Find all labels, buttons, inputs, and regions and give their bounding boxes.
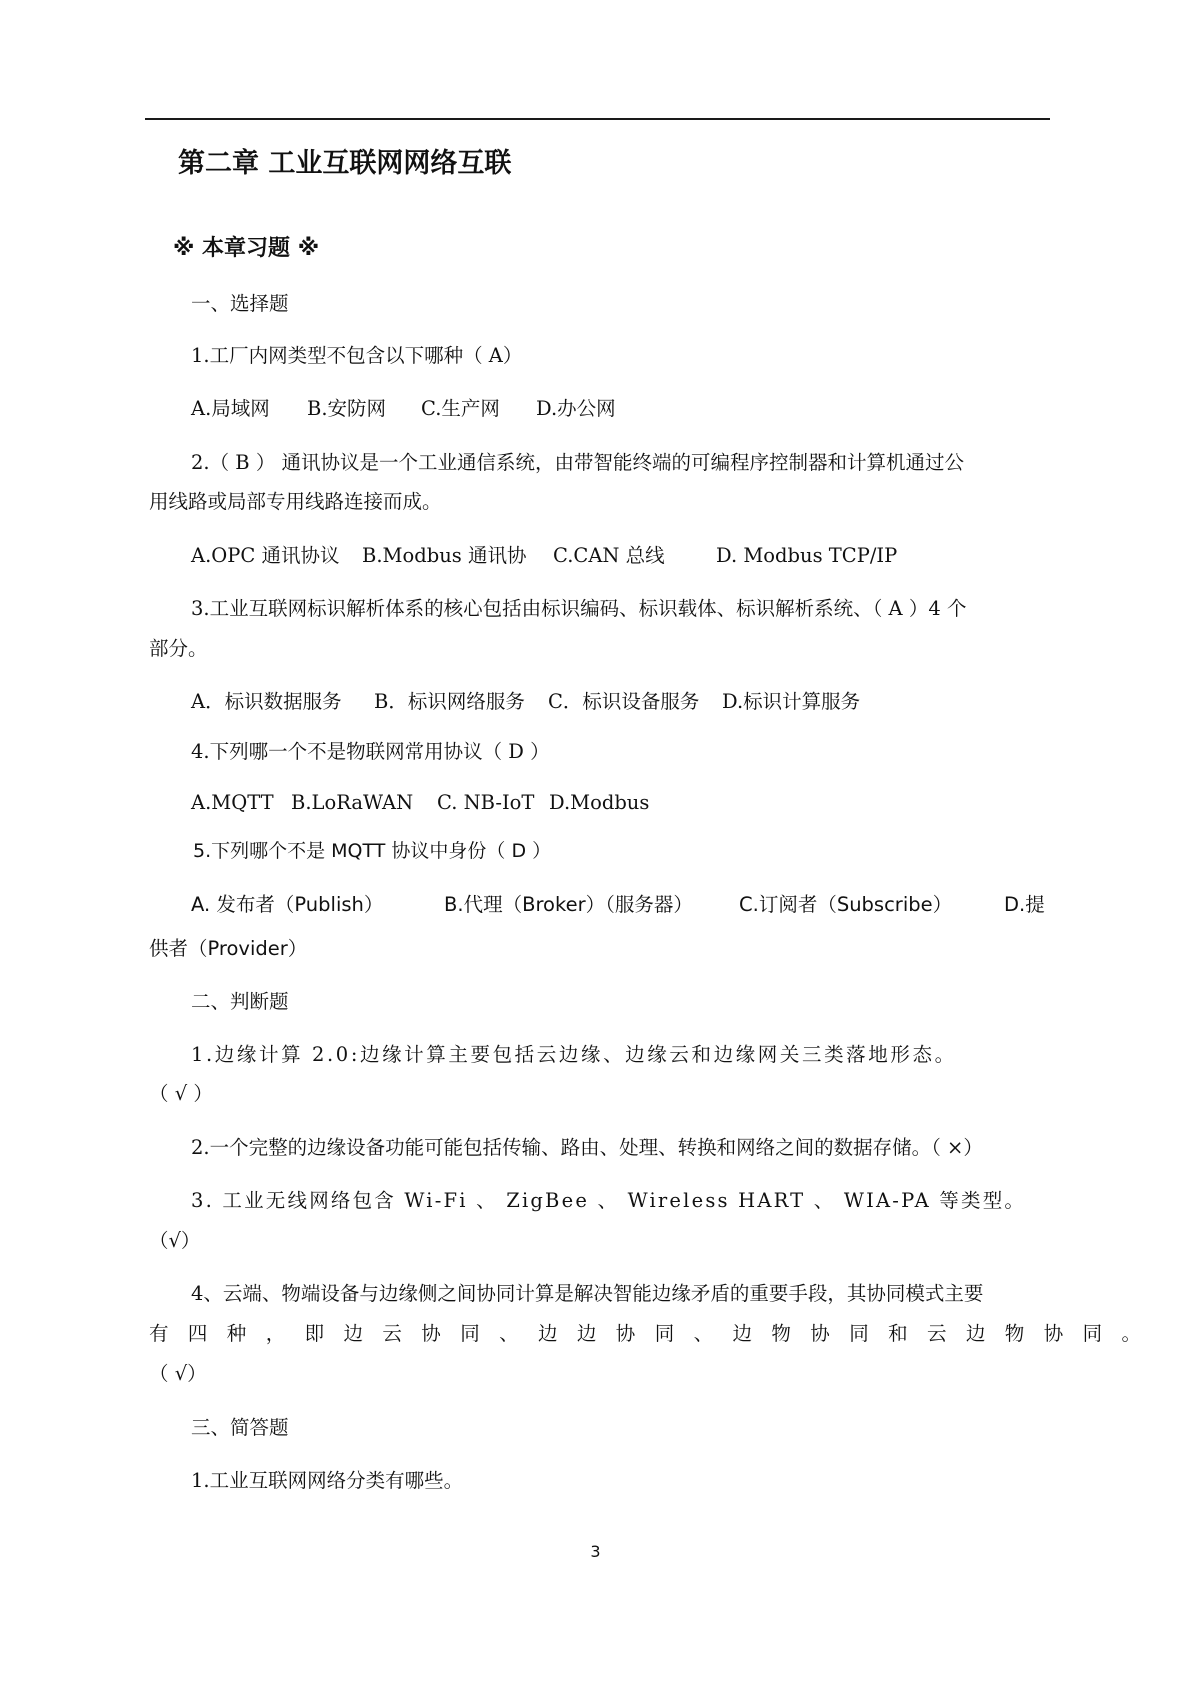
q4-option-c: C. NB-IoT (437, 791, 535, 814)
part3-title: 三、简答题 (191, 1416, 289, 1439)
q1-option-a: A.局域网 (191, 397, 270, 420)
q3-option-d: D.标识计算服务 (722, 690, 861, 713)
section-heading: ※ 本章习题 ※ (173, 236, 320, 261)
q5-option-d: D.提 (1004, 893, 1045, 916)
q2-option-d: D. Modbus TCP/IP (716, 544, 898, 567)
q4-option-b: B.LoRaWAN (291, 791, 414, 814)
q5-option-b: B.代理（Broker）（服务器） (444, 893, 693, 916)
q1-option-d: D.办公网 (536, 397, 616, 420)
page-number: 3 (590, 1542, 601, 1561)
tf3-line1: 3. 工业无线网络包含 Wi-Fi 、 ZigBee 、 Wireless HART 、 WIA-PA 等类型。 (191, 1189, 1027, 1212)
q2-option-b: B.Modbus 通讯协 (362, 544, 527, 567)
q3-option-c: C．标识设备服务 (548, 690, 700, 713)
q3-line2: 部分。 (149, 637, 208, 660)
part2-title: 二、判断题 (191, 990, 289, 1013)
q5-option-c: C.订阅者（Subscribe） (739, 893, 953, 916)
q2-option-a: A.OPC 通讯协议 (191, 544, 340, 567)
part1-title: 一、选择题 (191, 292, 289, 315)
tf1-line1: 1.边缘计算 2.0:边缘计算主要包括云边缘、边缘云和边缘网关三类落地形态。 (191, 1043, 957, 1066)
q3-option-a: A．标识数据服务 (191, 690, 342, 713)
tf4-line1: 4、云端、物端设备与边缘侧之间协同计算是解决智能边缘矛盾的重要手段，其协同模式主要 (191, 1282, 984, 1305)
q1-option-c: C.生产网 (421, 397, 500, 420)
tf3-line2: （√） (149, 1229, 201, 1252)
sa1-text: 1.工业互联网网络分类有哪些。 (191, 1469, 464, 1492)
q5-line2: 供者（Provider） (149, 937, 308, 960)
q3-line1: 3.工业互联网标识解析体系的核心包括由标识编码、标识载体、标识解析系统、（ A ）4 个 (191, 597, 967, 620)
q1-option-b: B.安防网 (307, 397, 387, 420)
q3-option-b: B．标识网络服务 (374, 690, 525, 713)
tf2-text: 2.一个完整的边缘设备功能可能包括传输、路由、处理、转换和网络之间的数据存储。（ ×） (191, 1136, 983, 1159)
tf4-line3: （ √） (149, 1362, 207, 1385)
q2-option-c: C.CAN 总线 (553, 544, 665, 567)
q1-text: 1.工厂内网类型不包含以下哪种（ A） (191, 344, 523, 367)
tf1-line2: （ √ ） (149, 1082, 213, 1105)
chapter-title: 第二章 工业互联网网络互联 (178, 148, 512, 179)
q4-option-a: A.MQTT (191, 791, 274, 814)
q4-option-d: D.Modbus (549, 791, 650, 814)
header-rule (145, 118, 1050, 120)
q2-line2: 用线路或局部专用线路连接而成。 (149, 490, 442, 513)
tf4-line2: 有四种，即边云协同、边边协同、边物协同和云边物协同。 (149, 1322, 1161, 1345)
q4-text: 4.下列哪一个不是物联网常用协议（ D ） (191, 740, 550, 763)
q5-option-a: A. 发布者（Publish） (191, 893, 384, 916)
q5-text: 5.下列哪个不是 MQTT 协议中身份（ D ） (193, 840, 552, 862)
q2-line1: 2.（ B ） 通讯协议是一个工业通信系统，由带智能终端的可编程序控制器和计算机通过公 (191, 451, 965, 474)
